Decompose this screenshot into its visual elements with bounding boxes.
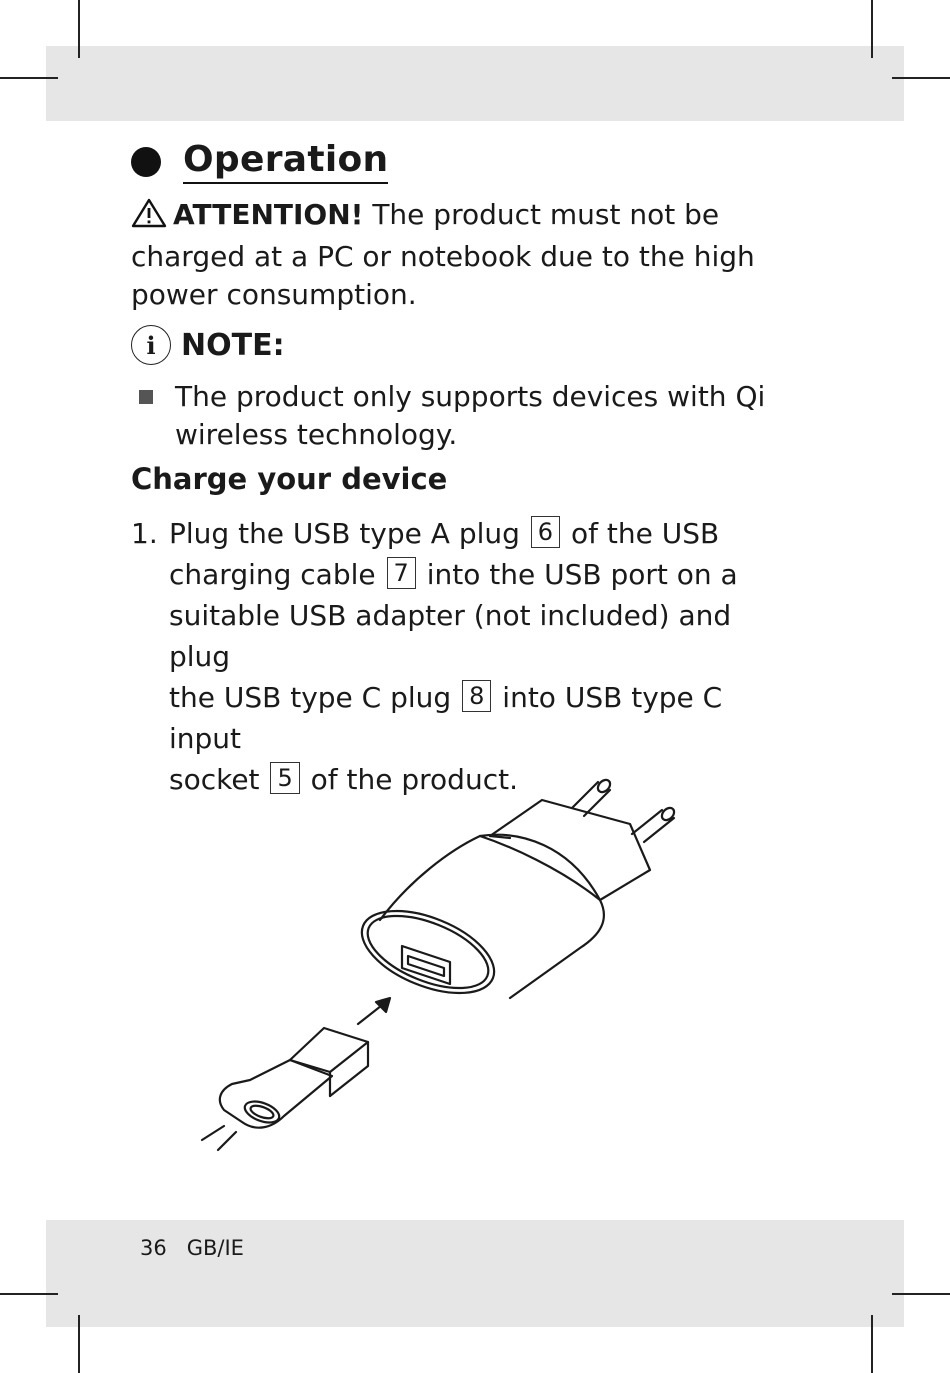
step-text: into the USB port on a [426,558,738,591]
step-text: of the USB [570,517,720,550]
step-text: Plug the USB type A plug [169,517,520,550]
attention-text: The product must not be [372,198,720,231]
note-text: The product only supports devices with Qi [175,380,766,413]
reference-number: 6 [531,516,560,548]
crop-mark [78,0,80,58]
page-number: 36 [140,1236,167,1260]
note-label: NOTE: [181,327,285,363]
step-1 [131,513,791,800]
step-text: the USB type C plug [169,681,452,714]
reference-number: 8 [462,680,491,712]
crop-mark [0,77,58,79]
reference-number: 5 [270,762,299,794]
step-text: charging cable [169,558,376,591]
attention-label: ATTENTION! [173,198,364,231]
crop-mark [78,1315,80,1373]
step-text: socket [169,763,260,796]
step-number: 1. [131,517,158,550]
section-title: Operation [183,140,388,184]
attention-text: charged at a PC or notebook due to the high [131,240,755,273]
step-text: into USB type C input [169,681,723,755]
square-bullet-icon [139,390,153,404]
note-text: wireless technology. [175,418,458,451]
locale-label: GB/IE [186,1236,244,1260]
step-text: suitable USB adapter (not included) and plug [169,599,732,673]
warning-triangle-icon [131,198,167,238]
header-band [46,46,904,121]
attention-text: power consumption. [131,278,417,311]
reference-number: 7 [387,557,416,589]
page-footer [140,1236,244,1260]
info-icon: i [131,325,171,365]
note-list-item [131,378,771,454]
crop-mark [0,1293,58,1295]
usb-adapter-and-cable-icon [180,760,720,1160]
crop-mark [892,1293,950,1295]
crop-mark [871,1315,873,1373]
charge-heading: Charge your device [131,462,448,496]
crop-mark [871,0,873,58]
step-text: of the product. [310,763,518,796]
crop-mark [892,77,950,79]
note-heading [131,325,285,365]
bullet-dot-icon [131,147,161,177]
section-heading [131,140,388,184]
attention-paragraph [131,196,771,314]
